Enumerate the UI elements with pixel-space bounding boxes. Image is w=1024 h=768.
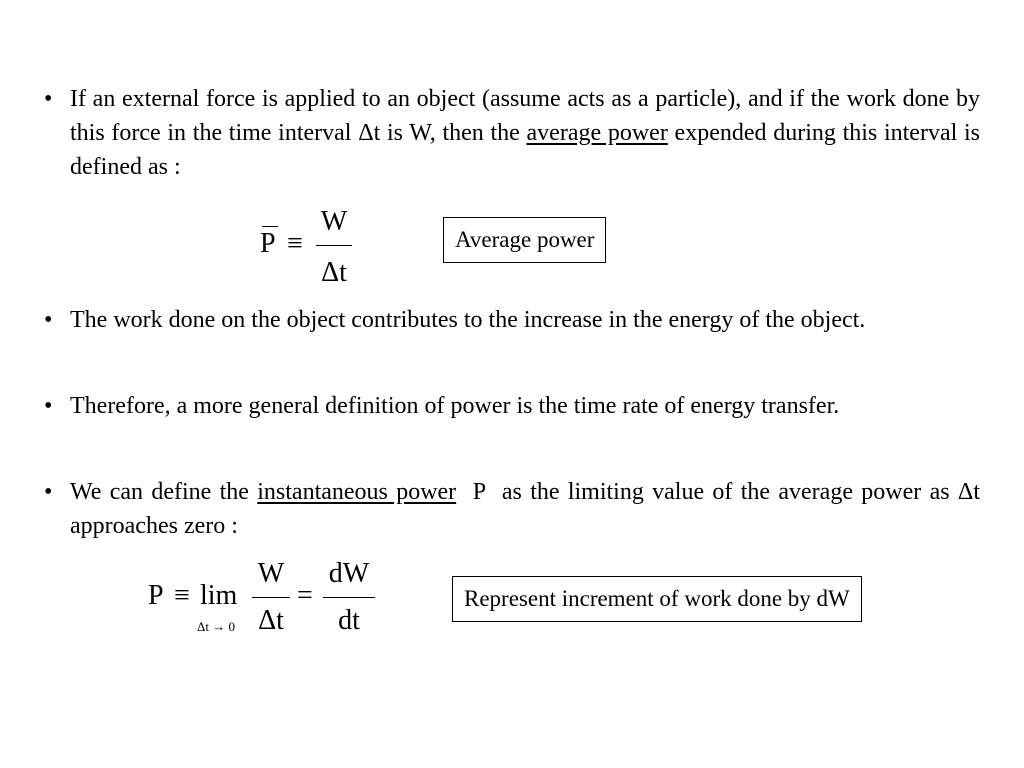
eq2-denominator-2: dt bbox=[338, 605, 360, 636]
eq2-limit-subscript: Δt → 0 bbox=[197, 619, 235, 634]
eq2-fraction-line-1 bbox=[252, 597, 290, 598]
eq1-fraction-line bbox=[316, 245, 352, 246]
eq2-lim: lim bbox=[200, 580, 238, 611]
bullet-text: Therefore, a more general definition of power is the time rate of energy transfer. bbox=[70, 393, 840, 419]
eq1-overbar bbox=[262, 226, 278, 227]
term-average-power: average power bbox=[526, 120, 668, 146]
eq1-numerator: W bbox=[320, 206, 348, 237]
eq2-numerator-1: W bbox=[257, 558, 285, 589]
bullet-marker: • bbox=[44, 393, 53, 419]
eq2-equals: = bbox=[297, 580, 313, 611]
bullet-work-energy bbox=[44, 303, 980, 337]
label-box-increment-of-work: Represent increment of work done by dW bbox=[452, 576, 862, 622]
term-instantaneous-power: instantaneous power bbox=[257, 479, 457, 505]
eq2-denominator-1: Δt bbox=[258, 605, 284, 636]
bullet-average-power bbox=[44, 82, 980, 184]
eq1-equiv: ≡ bbox=[287, 228, 303, 259]
eq1-denominator: Δt bbox=[321, 257, 347, 288]
bullet-text: We can define the instantaneous power P as the limiting value of the average power as Δt approaches zero : bbox=[70, 479, 992, 539]
bullet-marker: • bbox=[44, 86, 53, 112]
bullet-marker: • bbox=[44, 307, 53, 333]
bullet-marker: • bbox=[44, 479, 53, 505]
bullet-text: If an external force is applied to an object (assume acts as a particle), and if the work done by this force in the time interval Δt is W, then the average power expended during this interval is defined as : bbox=[70, 86, 980, 180]
bullet-general-definition bbox=[44, 389, 980, 423]
eq2-lhs: P bbox=[148, 580, 164, 611]
eq2-fraction-line-2 bbox=[323, 597, 375, 598]
bullet-text: The work done on the object contributes to the increase in the energy of the object. bbox=[70, 307, 866, 333]
label-box-average-power: Average power bbox=[443, 217, 606, 263]
eq2-equiv: ≡ bbox=[174, 580, 190, 611]
eq2-numerator-2: dW bbox=[328, 558, 370, 589]
eq1-lhs: P bbox=[260, 228, 276, 259]
bullet-instantaneous-power bbox=[44, 475, 992, 543]
